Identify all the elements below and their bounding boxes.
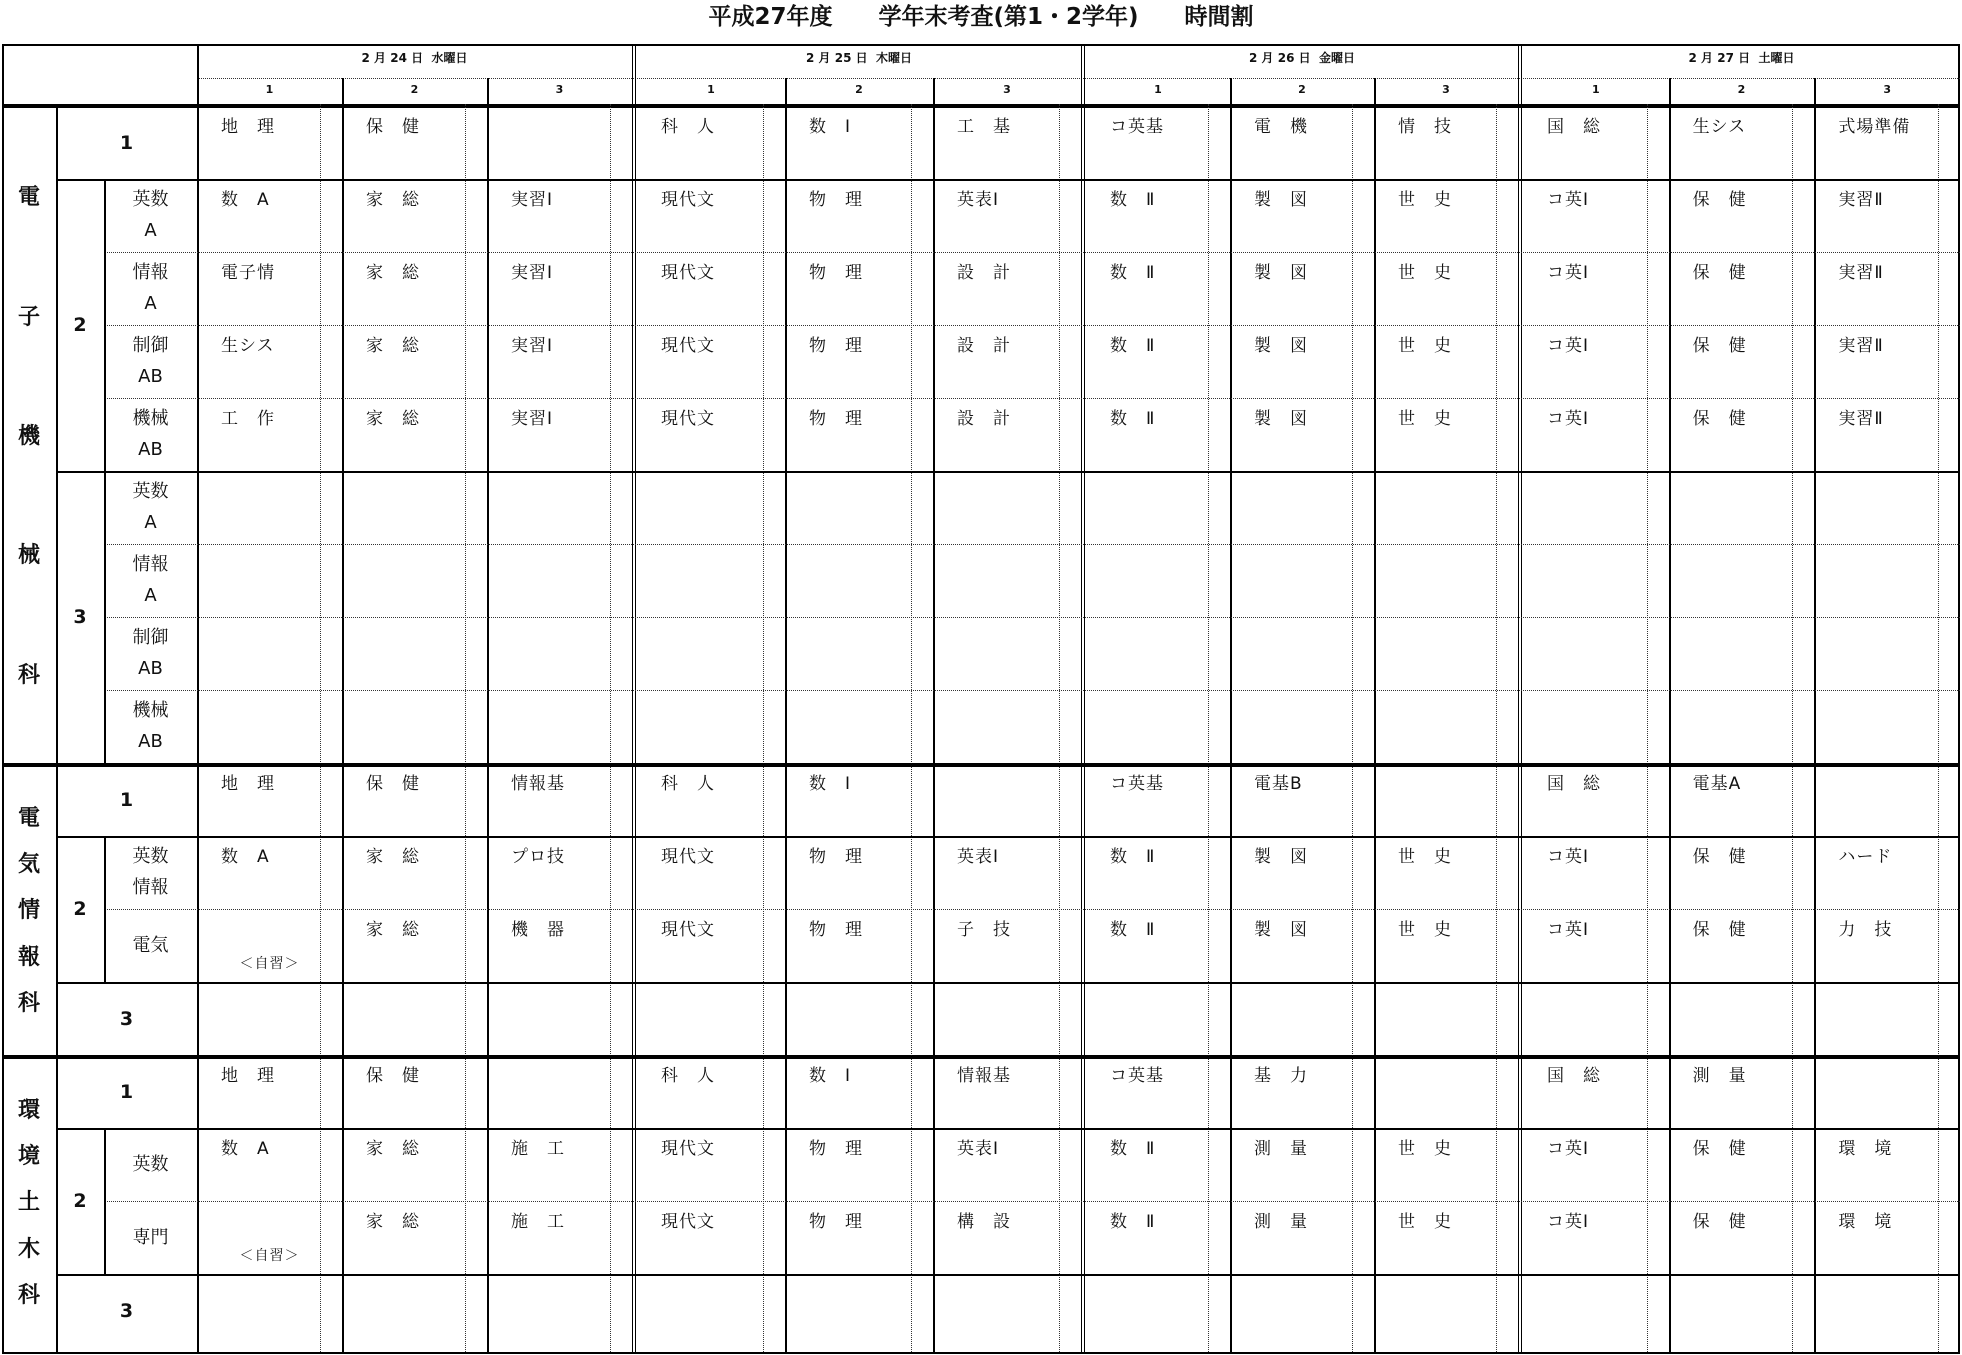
subject-cell: 生シス bbox=[221, 336, 275, 356]
subject-cell: 世 史 bbox=[1398, 409, 1452, 429]
department-char: 科 bbox=[17, 662, 40, 688]
subject-cell: 数 Ⅱ bbox=[1110, 920, 1156, 940]
grade-label: 1 bbox=[119, 788, 134, 811]
grade-label: 1 bbox=[119, 131, 134, 154]
class-label bbox=[104, 544, 197, 617]
subject-cell: 現代文 bbox=[661, 190, 715, 210]
subject-cell: 現代文 bbox=[661, 1139, 715, 1159]
department-char: 木 bbox=[17, 1236, 40, 1262]
subject-cell: 実習Ⅰ bbox=[511, 336, 554, 356]
subject-cell: 電基B bbox=[1254, 774, 1303, 794]
subject-cell: 数 Ⅱ bbox=[1110, 263, 1156, 283]
subject-cell: 地 理 bbox=[221, 774, 275, 794]
subject-cell: 英表Ⅰ bbox=[957, 847, 1000, 867]
subject-cell: 現代文 bbox=[661, 847, 715, 867]
class-label-text: 情報 bbox=[132, 554, 169, 575]
subject-cell: 世 史 bbox=[1398, 263, 1452, 283]
subject-cell: 電子情 bbox=[221, 263, 275, 283]
subject-cell: 式場準備 bbox=[1838, 117, 1911, 137]
department-label bbox=[2, 1055, 56, 1347]
department-char: 子 bbox=[17, 304, 40, 330]
subject-cell: 科 人 bbox=[661, 117, 715, 137]
class-label-text: AB bbox=[138, 439, 163, 460]
subject-cell: 物 理 bbox=[809, 1139, 863, 1159]
department-char: 境 bbox=[17, 1144, 40, 1170]
grid-line bbox=[56, 982, 1960, 984]
period-header: 2 bbox=[1737, 83, 1746, 96]
grid-line bbox=[56, 471, 1960, 473]
subject-cell: 保 健 bbox=[1692, 1139, 1747, 1159]
grid-line bbox=[104, 617, 1960, 618]
subject-cell: 家 総 bbox=[366, 1212, 420, 1232]
department-char: 環 bbox=[17, 1097, 40, 1123]
class-label-text: 英数 bbox=[132, 481, 169, 502]
class-label-text: 情報 bbox=[132, 877, 169, 898]
subject-cell: 世 史 bbox=[1398, 336, 1452, 356]
department-char: 機 bbox=[17, 423, 40, 449]
subject-cell: 力 技 bbox=[1838, 920, 1893, 940]
subject-cell: 現代文 bbox=[661, 336, 715, 356]
class-label-text: 制御 bbox=[132, 335, 169, 356]
subject-cell: 数 Ⅱ bbox=[1110, 1212, 1156, 1232]
subject-cell: 世 史 bbox=[1398, 190, 1452, 210]
class-label-text: 機械 bbox=[132, 408, 169, 429]
class-label-text: 英数 bbox=[132, 846, 169, 867]
grid-line bbox=[56, 836, 1960, 838]
grid-line bbox=[1792, 104, 1793, 1352]
grid-line bbox=[1647, 104, 1648, 1352]
subject-cell: コ英基 bbox=[1110, 774, 1164, 794]
subject-cell: 家 総 bbox=[366, 847, 420, 867]
grade-label: 3 bbox=[119, 1299, 134, 1322]
grid-line bbox=[487, 78, 489, 1352]
class-label bbox=[104, 1201, 197, 1274]
class-label-text: 英数 bbox=[132, 1153, 169, 1175]
subject-cell: 数 Ⅰ bbox=[809, 774, 852, 794]
class-label bbox=[104, 398, 197, 471]
grid-line bbox=[104, 325, 1960, 326]
subject-cell: 保 健 bbox=[1692, 1212, 1747, 1232]
department-char: 電 bbox=[17, 805, 40, 831]
day-header: 2 月 26 日 金曜日 bbox=[1249, 51, 1355, 65]
grid-line bbox=[320, 104, 321, 1352]
page-title: 平成27年度 学年末考査(第1・2学年) 時間割 bbox=[708, 4, 1254, 30]
grid-line bbox=[2, 44, 1960, 46]
subject-cell: 英表Ⅰ bbox=[957, 190, 1000, 210]
period-header: 3 bbox=[1003, 83, 1011, 96]
subject-cell: 世 史 bbox=[1398, 920, 1452, 940]
period-header: 1 bbox=[265, 83, 274, 96]
class-label-text: AB bbox=[138, 731, 163, 752]
grid-line bbox=[610, 104, 611, 1352]
subject-cell: 測 量 bbox=[1692, 1066, 1747, 1086]
subject-cell: 工 作 bbox=[221, 409, 275, 429]
grid-line bbox=[56, 104, 58, 1352]
subject-cell: 保 健 bbox=[1692, 336, 1747, 356]
grid-line bbox=[911, 104, 912, 1352]
department-char: 土 bbox=[17, 1190, 40, 1216]
period-header: 2 bbox=[410, 83, 419, 96]
subject-cell: 基 力 bbox=[1254, 1066, 1308, 1086]
grid-line bbox=[1518, 44, 1522, 1352]
grid-line bbox=[1374, 78, 1376, 1352]
class-label-text: 制御 bbox=[132, 627, 169, 648]
subject-cell: 製 図 bbox=[1254, 920, 1308, 940]
department-label bbox=[2, 106, 56, 763]
subject-cell: 地 理 bbox=[221, 1066, 275, 1086]
grid-line bbox=[104, 544, 1960, 545]
subject-cell: コ英基 bbox=[1110, 117, 1164, 137]
grid-line bbox=[197, 44, 199, 1352]
grid-line bbox=[1958, 44, 1960, 1352]
subject-cell: 現代文 bbox=[661, 263, 715, 283]
subject-cell: 実習Ⅰ bbox=[511, 409, 554, 429]
subject-cell: 保 健 bbox=[366, 774, 420, 794]
subject-cell: コ英Ⅰ bbox=[1547, 190, 1590, 210]
grid-line bbox=[104, 690, 1960, 691]
subject-cell: 数 A bbox=[221, 847, 270, 867]
grid-line bbox=[1059, 104, 1060, 1352]
period-header: 3 bbox=[555, 83, 564, 96]
grid-line bbox=[1938, 104, 1939, 1352]
class-label bbox=[104, 690, 197, 763]
grid-line bbox=[104, 909, 1960, 910]
subject-cell: 保 健 bbox=[1692, 190, 1747, 210]
subject-cell: 実習Ⅱ bbox=[1838, 409, 1884, 429]
grid-line bbox=[104, 471, 106, 763]
subject-cell: 保 健 bbox=[1692, 920, 1747, 940]
subject-cell: 製 図 bbox=[1254, 409, 1308, 429]
self-study-note: ＜自習＞ bbox=[239, 1248, 300, 1264]
subject-cell: 製 図 bbox=[1254, 263, 1308, 283]
subject-cell: コ英Ⅰ bbox=[1547, 920, 1590, 940]
subject-cell: 実習Ⅱ bbox=[1838, 263, 1884, 283]
grade-label: 1 bbox=[119, 1080, 134, 1103]
subject-cell: 国 総 bbox=[1547, 1066, 1601, 1086]
department-char: 科 bbox=[17, 1283, 40, 1309]
subject-cell: 科 人 bbox=[661, 774, 715, 794]
subject-cell: 保 健 bbox=[1692, 847, 1747, 867]
period-header: 2 bbox=[1298, 83, 1306, 96]
period-header: 3 bbox=[1442, 83, 1450, 96]
subject-cell: 機 器 bbox=[511, 920, 565, 940]
subject-cell: 現代文 bbox=[661, 920, 715, 940]
subject-cell: 構 設 bbox=[957, 1212, 1011, 1232]
grade-label: 2 bbox=[73, 314, 87, 336]
grid-line bbox=[104, 179, 106, 471]
period-header: 1 bbox=[707, 83, 715, 96]
subject-cell: 家 総 bbox=[366, 263, 420, 283]
grid-line bbox=[1669, 78, 1671, 1352]
subject-cell: 家 総 bbox=[366, 336, 420, 356]
subject-cell: 施 工 bbox=[511, 1139, 565, 1159]
class-label-text: 専門 bbox=[132, 1226, 169, 1248]
subject-cell: 保 健 bbox=[1692, 263, 1747, 283]
class-label bbox=[104, 1128, 197, 1201]
grid-line bbox=[465, 104, 466, 1352]
grid-line bbox=[933, 78, 935, 1352]
subject-cell: 実習Ⅱ bbox=[1838, 190, 1884, 210]
subject-cell: 科 人 bbox=[661, 1066, 715, 1086]
grid-line bbox=[785, 78, 787, 1352]
grid-line bbox=[104, 1128, 106, 1274]
grid-line bbox=[1230, 78, 1232, 1352]
grid-line bbox=[1208, 104, 1209, 1352]
subject-cell: 地 理 bbox=[221, 117, 275, 137]
subject-cell: 現代文 bbox=[661, 1212, 715, 1232]
subject-cell: 国 総 bbox=[1547, 774, 1601, 794]
subject-cell: 実習Ⅰ bbox=[511, 190, 554, 210]
subject-cell: 家 総 bbox=[366, 1139, 420, 1159]
subject-cell: コ英Ⅰ bbox=[1547, 263, 1590, 283]
grid-line bbox=[632, 44, 636, 1352]
subject-cell: 数 Ⅰ bbox=[809, 1066, 852, 1086]
grid-line bbox=[763, 104, 764, 1352]
subject-cell: 設 計 bbox=[957, 409, 1011, 429]
self-study-note: ＜自習＞ bbox=[239, 956, 300, 972]
subject-cell: プロ技 bbox=[511, 847, 565, 867]
subject-cell: 子 技 bbox=[957, 920, 1011, 940]
grid-line bbox=[104, 252, 1960, 253]
department-char: 電 bbox=[17, 185, 40, 211]
grid-line bbox=[56, 1128, 1960, 1130]
subject-cell: 物 理 bbox=[809, 336, 863, 356]
subject-cell: 保 健 bbox=[366, 117, 420, 137]
grid-line bbox=[104, 1201, 1960, 1202]
grade-label: 3 bbox=[119, 1007, 134, 1030]
department-char: 科 bbox=[17, 991, 40, 1017]
subject-cell: 実習Ⅱ bbox=[1838, 336, 1884, 356]
subject-cell: 電基A bbox=[1692, 774, 1742, 794]
class-label-text: A bbox=[144, 293, 157, 314]
subject-cell: 製 図 bbox=[1254, 847, 1308, 867]
period-header: 1 bbox=[1592, 83, 1600, 96]
subject-cell: 物 理 bbox=[809, 1212, 863, 1232]
class-label-text: AB bbox=[138, 366, 163, 387]
class-label bbox=[104, 909, 197, 982]
department-char: 気 bbox=[17, 852, 40, 878]
subject-cell: 電 機 bbox=[1254, 117, 1308, 137]
grid-line bbox=[2, 1055, 1960, 1059]
subject-cell: 数 Ⅰ bbox=[809, 117, 852, 137]
grid-line bbox=[2, 763, 1960, 767]
class-label-text: 情報 bbox=[132, 262, 169, 283]
subject-cell: コ英Ⅰ bbox=[1547, 409, 1590, 429]
grade-label: 2 bbox=[73, 898, 87, 920]
subject-cell: 製 図 bbox=[1254, 336, 1308, 356]
subject-cell: 数 Ⅱ bbox=[1110, 1139, 1156, 1159]
subject-cell: 製 図 bbox=[1254, 190, 1308, 210]
subject-cell: 設 計 bbox=[957, 336, 1011, 356]
grid-line bbox=[56, 179, 1960, 181]
department-char: 情 bbox=[17, 898, 40, 924]
subject-cell: 家 総 bbox=[366, 409, 420, 429]
subject-cell: 数 Ⅱ bbox=[1110, 190, 1156, 210]
subject-cell: コ英Ⅰ bbox=[1547, 336, 1590, 356]
period-header: 1 bbox=[1154, 83, 1162, 96]
class-label bbox=[104, 252, 197, 325]
class-label bbox=[104, 471, 197, 544]
grid-line bbox=[197, 78, 1960, 79]
class-label-text: 英数 bbox=[132, 189, 169, 210]
class-label bbox=[104, 836, 197, 909]
grid-line bbox=[56, 1274, 1960, 1276]
subject-cell: 数 A bbox=[221, 190, 270, 210]
subject-cell: 工 基 bbox=[957, 117, 1011, 137]
subject-cell: 情報基 bbox=[511, 774, 565, 794]
grid-line bbox=[104, 836, 106, 982]
department-label bbox=[2, 763, 56, 1055]
day-header: 2 月 25 日 木曜日 bbox=[806, 51, 912, 65]
subject-cell: 測 量 bbox=[1254, 1212, 1308, 1232]
grade-label: 2 bbox=[73, 1190, 87, 1212]
subject-cell: 保 健 bbox=[1692, 409, 1747, 429]
subject-cell: 環 境 bbox=[1838, 1139, 1893, 1159]
class-label bbox=[104, 617, 197, 690]
subject-cell: コ英基 bbox=[1110, 1066, 1164, 1086]
period-header: 2 bbox=[855, 83, 863, 96]
period-header: 3 bbox=[1883, 83, 1891, 96]
subject-cell: 物 理 bbox=[809, 920, 863, 940]
subject-cell: ハード bbox=[1838, 847, 1893, 867]
subject-cell: 情 技 bbox=[1398, 117, 1452, 137]
grid-line bbox=[104, 398, 1960, 399]
subject-cell: 家 総 bbox=[366, 190, 420, 210]
subject-cell: 保 健 bbox=[366, 1066, 420, 1086]
subject-cell: 物 理 bbox=[809, 263, 863, 283]
subject-cell: 環 境 bbox=[1838, 1212, 1893, 1232]
subject-cell: 国 総 bbox=[1547, 117, 1601, 137]
subject-cell: 生シス bbox=[1692, 117, 1747, 137]
class-label bbox=[104, 325, 197, 398]
class-label bbox=[104, 179, 197, 252]
class-label-text: A bbox=[144, 512, 157, 533]
grid-line bbox=[1496, 104, 1497, 1352]
class-label-text: 電気 bbox=[132, 934, 169, 956]
subject-cell: 情報基 bbox=[957, 1066, 1011, 1086]
grid-line bbox=[1814, 78, 1816, 1352]
subject-cell: 実習Ⅰ bbox=[511, 263, 554, 283]
subject-cell: 世 史 bbox=[1398, 1139, 1452, 1159]
subject-cell: 世 史 bbox=[1398, 1212, 1452, 1232]
subject-cell: 測 量 bbox=[1254, 1139, 1308, 1159]
subject-cell: 数 Ⅱ bbox=[1110, 409, 1156, 429]
subject-cell: 家 総 bbox=[366, 920, 420, 940]
subject-cell: 数 Ⅱ bbox=[1110, 336, 1156, 356]
subject-cell: 施 工 bbox=[511, 1212, 565, 1232]
grid-line bbox=[342, 78, 344, 1352]
subject-cell: 世 史 bbox=[1398, 847, 1452, 867]
day-header: 2 月 24 日 水曜日 bbox=[361, 51, 468, 65]
subject-cell: コ英Ⅰ bbox=[1547, 1212, 1590, 1232]
department-char: 械 bbox=[17, 543, 40, 569]
subject-cell: 数 Ⅱ bbox=[1110, 847, 1156, 867]
class-label-text: 機械 bbox=[132, 700, 169, 721]
day-header: 2 月 27 日 土曜日 bbox=[1688, 51, 1795, 65]
subject-cell: 設 計 bbox=[957, 263, 1011, 283]
subject-cell: 英表Ⅰ bbox=[957, 1139, 1000, 1159]
grid-line bbox=[2, 104, 1960, 108]
subject-cell: コ英Ⅰ bbox=[1547, 847, 1590, 867]
grid-line bbox=[1352, 104, 1353, 1352]
grid-line bbox=[2, 44, 4, 1352]
grid-line bbox=[2, 1352, 1960, 1354]
subject-cell: 数 A bbox=[221, 1139, 270, 1159]
subject-cell: 物 理 bbox=[809, 190, 863, 210]
subject-cell: 物 理 bbox=[809, 847, 863, 867]
subject-cell: コ英Ⅰ bbox=[1547, 1139, 1590, 1159]
class-label-text: A bbox=[144, 585, 157, 606]
grid-line bbox=[1081, 44, 1085, 1352]
class-label-text: A bbox=[144, 220, 157, 241]
grade-label: 3 bbox=[73, 606, 87, 628]
department-char: 報 bbox=[17, 944, 40, 970]
class-label-text: AB bbox=[138, 658, 163, 679]
subject-cell: 現代文 bbox=[661, 409, 715, 429]
subject-cell: 物 理 bbox=[809, 409, 863, 429]
